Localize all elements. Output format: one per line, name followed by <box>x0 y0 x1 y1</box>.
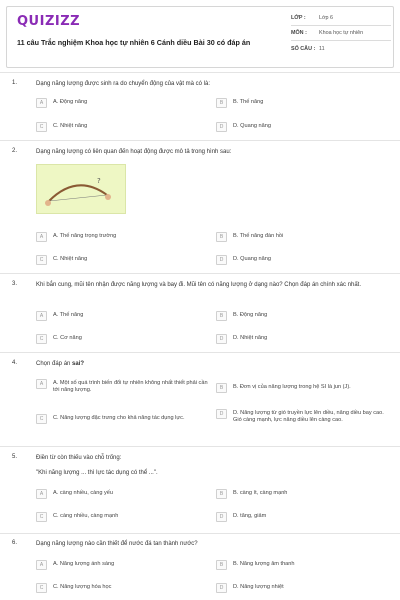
option-a[interactable] <box>36 379 211 394</box>
question-text: Điền từ còn thiếu vào chỗ trống: <box>36 455 122 461</box>
option-b[interactable] <box>216 489 386 499</box>
option-text: D. Năng lượng nhiệt <box>233 584 284 590</box>
meta-label: SỐ CÂU : <box>291 45 316 52</box>
option-letter: D <box>216 583 227 593</box>
question-text: Dạng năng lượng có liên quan đến hoạt động được mô tả trong hình sau: <box>36 149 232 155</box>
option-text: A. Một số quá trình biến đổi tự nhiên không nhất thiết phải cần tới năng lượng. <box>53 380 208 393</box>
option-letter: B <box>216 383 227 393</box>
option-letter: A <box>36 560 47 570</box>
section-divider <box>0 273 400 274</box>
worksheet-header <box>6 6 394 68</box>
option-text: D. Nhiệt năng <box>233 335 268 341</box>
option-a[interactable] <box>36 98 211 108</box>
section-divider <box>0 72 400 73</box>
question-number: 3. <box>12 281 18 287</box>
option-b[interactable] <box>216 311 386 321</box>
question-text: Dạng năng lượng nào cần thiết để nước đá tan thành nước? <box>36 541 198 547</box>
svg-text:?: ? <box>97 177 101 185</box>
option-a[interactable] <box>36 489 211 499</box>
option-letter: C <box>36 334 47 344</box>
option-letter: C <box>36 255 47 265</box>
option-text: A. Năng lượng ánh sáng <box>53 561 115 567</box>
option-text: D. Năng lượng từ gió truyền lực lên diều, năng diều bay cao. Gió càng mạnh, lực nâng diều lên càng cao. <box>233 410 384 423</box>
option-c[interactable] <box>36 512 211 522</box>
bow-illustration <box>36 164 126 214</box>
option-letter: D <box>216 122 227 132</box>
quizizz-logo: QUIZIZZ <box>17 14 81 29</box>
option-c[interactable] <box>36 414 211 424</box>
option-letter: D <box>216 255 227 265</box>
meta-row-count <box>291 41 391 56</box>
option-b[interactable] <box>216 98 386 108</box>
question-text-prefix: Chọn đáp án <box>36 361 73 367</box>
option-text: B. càng ít, càng mạnh <box>233 490 288 496</box>
question-text-emphasis: sai? <box>72 361 85 367</box>
option-letter: A <box>36 489 47 499</box>
option-b[interactable] <box>216 232 386 242</box>
option-text: A. Thế năng <box>53 312 84 318</box>
option-letter: C <box>36 583 47 593</box>
option-a[interactable] <box>36 560 211 570</box>
option-letter: B <box>216 232 227 242</box>
option-letter: D <box>216 334 227 344</box>
option-text: C. Cơ năng <box>53 335 82 341</box>
option-c[interactable] <box>36 334 211 344</box>
option-text: D. Quang năng <box>233 123 271 129</box>
option-d[interactable] <box>216 583 386 593</box>
option-text: D. Quang năng <box>233 256 271 262</box>
worksheet-meta <box>291 11 391 56</box>
option-letter: B <box>216 311 227 321</box>
question-quote: "Khi năng lượng ... thì lực tác dụng có thể ...". <box>36 470 158 476</box>
meta-row-subject <box>291 26 391 41</box>
option-d[interactable] <box>216 409 386 424</box>
section-divider <box>0 352 400 353</box>
meta-value: 11 <box>319 45 325 52</box>
option-text: C. càng nhiều, càng mạnh <box>53 513 119 519</box>
option-b[interactable] <box>216 560 386 570</box>
option-letter: C <box>36 122 47 132</box>
meta-label: MÔN : <box>291 30 307 36</box>
option-letter: A <box>36 98 47 108</box>
option-text: B. Động năng <box>233 312 268 318</box>
question-text <box>36 360 386 368</box>
section-divider <box>0 140 400 141</box>
option-a[interactable] <box>36 232 211 242</box>
section-divider <box>0 533 400 534</box>
option-a[interactable] <box>36 311 211 321</box>
question-number: 2. <box>12 148 18 154</box>
meta-value: Khoa học tự nhiên <box>319 30 364 36</box>
option-letter: B <box>216 560 227 570</box>
option-d[interactable] <box>216 512 386 522</box>
option-text: C. Nhiệt năng <box>53 123 88 129</box>
question-text: Dạng năng lượng được sinh ra do chuyển động của vật mà có là: <box>36 81 211 87</box>
option-letter: C <box>36 512 47 522</box>
option-letter: A <box>36 232 47 242</box>
question-number: 5. <box>12 454 18 460</box>
option-letter: A <box>36 311 47 321</box>
option-d[interactable] <box>216 255 386 265</box>
option-text: A. Thế năng trọng trường <box>53 233 117 239</box>
question-number: 6. <box>12 540 18 546</box>
bow-drawing <box>37 165 127 215</box>
option-text: B. Năng lượng âm thanh <box>233 561 295 567</box>
option-text: B. Đơn vị của năng lượng trong hệ SI là jun (J). <box>233 384 351 390</box>
option-text: C. Năng lượng đặc trưng cho khả năng tác dụng lực. <box>53 415 185 421</box>
option-b[interactable] <box>216 383 386 393</box>
option-c[interactable] <box>36 122 211 132</box>
option-text: B. Thế năng đàn hồi <box>233 233 284 239</box>
option-text: D. tăng, giảm <box>233 513 267 519</box>
meta-label: LỚP : <box>291 15 306 21</box>
option-text: C. Năng lượng hóa học <box>53 584 112 590</box>
meta-value: Lớp 6 <box>319 15 334 21</box>
option-d[interactable] <box>216 122 386 132</box>
option-letter: B <box>216 489 227 499</box>
meta-row-grade <box>291 11 391 26</box>
option-letter: B <box>216 98 227 108</box>
option-letter: A <box>36 379 47 389</box>
option-c[interactable] <box>36 255 211 265</box>
question-number: 4. <box>12 360 18 366</box>
option-d[interactable] <box>216 334 386 344</box>
worksheet-title: 11 câu Trắc nghiệm Khoa học tự nhiên 6 Cánh diều Bài 30 có đáp án <box>17 38 251 47</box>
option-text: A. Động năng <box>53 99 88 105</box>
option-letter: D <box>216 409 227 419</box>
question-number: 1. <box>12 80 18 86</box>
option-text: C. Nhiệt năng <box>53 256 88 262</box>
option-letter: D <box>216 512 227 522</box>
option-c[interactable] <box>36 583 211 593</box>
option-text: B. Thế năng <box>233 99 264 105</box>
section-divider <box>0 446 400 447</box>
option-text: A. càng nhiều, càng yếu <box>53 490 114 496</box>
question-text: Khi bắn cung, mũi tên nhận được năng lượng và bay đi. Mũi tên có năng lượng ở dạng nào? Chọn đáp án chính xác nhất. <box>36 282 362 288</box>
option-letter: C <box>36 414 47 424</box>
